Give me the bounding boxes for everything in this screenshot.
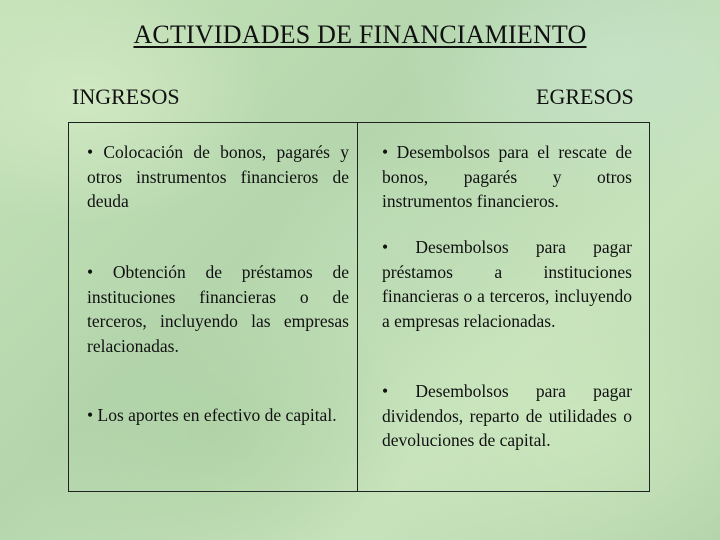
financing-table: [68, 122, 650, 492]
ingresos-item-loans: • Obtención de préstamos de instituciones financieras o de terceros, incluyendo las empresas relacionadas.: [87, 262, 349, 356]
ingresos-item-capital: • Los aportes en efectivo de capital.: [87, 405, 337, 425]
ingresos-header: INGRESOS: [72, 84, 180, 109]
egresos-item-dividends: • Desembolsos para pagar dividendos, reparto de utilidades o devoluciones de capital.: [382, 381, 632, 450]
egresos-item-loan-payment: • Desembolsos para pagar préstamos a instituciones financieras o a terceros, incluyendo a empresas relacionadas.: [382, 237, 632, 331]
egresos-column: [358, 123, 649, 491]
egresos-header: EGRESOS: [536, 84, 634, 109]
egresos-item-bond-redemption: • Desembolsos para el rescate de bonos, pagarés y otros instrumentos financieros.: [382, 142, 632, 211]
ingresos-column: [69, 123, 358, 491]
ingresos-item-bonds: • Colocación de bonos, pagarés y otros instrumentos financieros de deuda: [87, 142, 349, 211]
slide-title: ACTIVIDADES DE FINANCIAMIENTO: [133, 20, 587, 49]
